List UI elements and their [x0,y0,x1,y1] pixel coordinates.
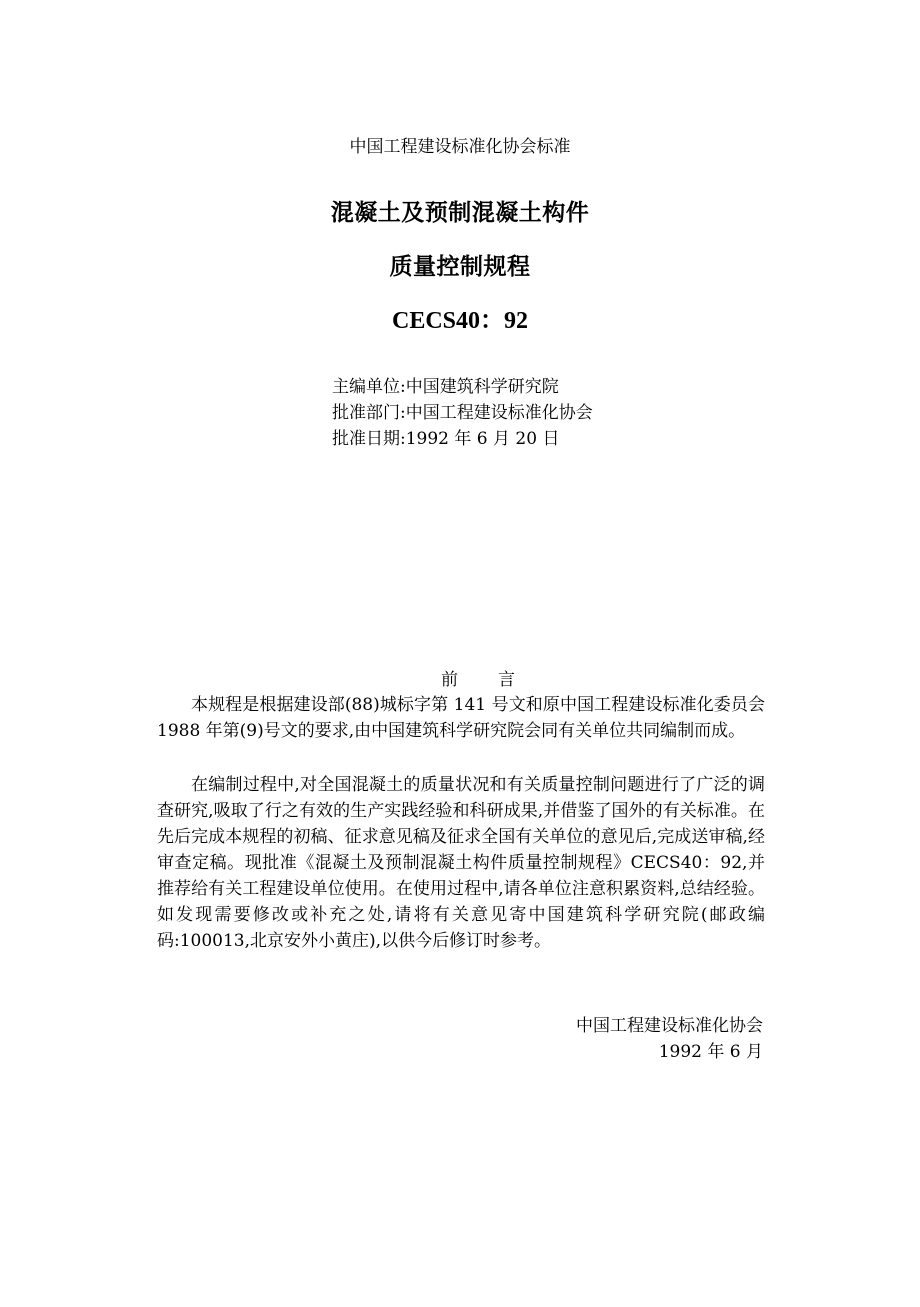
editor-unit: 主编单位:中国建筑科学研究院 [332,377,559,397]
document-title-line-2: 质量控制规程 [389,253,531,280]
preface-paragraph-1: 本规程是根据建设部(88)城标字第 141 号文和原中国工程建设标准化委员会 1988 年第(9)号文的要求,由中国建筑科学研究院会同有关单位共同编制而成。 [157,695,765,741]
approval-date: 批准日期:1992 年 6 月 20 日 [332,429,560,449]
signature-block [576,1013,763,1065]
signature-date: 1992 年 6 月 [658,1042,763,1062]
approving-department: 批准部门:中国工程建设标准化协会 [332,403,593,423]
standard-code: CECS40：92 [391,308,529,334]
signature-org: 中国工程建设标准化协会 [576,1016,763,1036]
document-title-line-1: 混凝土及预制混凝土构件 [330,199,590,226]
issuing-org-header: 中国工程建设标准化协会标准 [349,137,571,157]
preface-heading-left: 前 [441,670,458,690]
preface-paragraph-2: 在编制过程中,对全国混凝土的质量状况和有关质量控制问题进行了广泛的调查研究,吸取了行之有效的生产实践经验和科研成果,并借鉴了国外的有关标准。在先后完成本规程的初稿、征求意见稿及征求全国有关单位的意见后,完成送审稿,经审查定稿。现批准《混凝土及预制混凝土构件质量控制规程》CECS40：92,并推荐给有关工程建设单位使用。在使用过程中,请各单位注意积累资料,总结经验。如发现需要修改或补充之处,请将有关意见寄中国建筑科学研究院(邮政编码:100013,北京安外小黄庄),以供今后修订时参考。 [157,775,765,951]
preface-heading [441,668,515,692]
metadata-block [332,374,593,452]
preface-heading-right: 言 [498,670,515,690]
